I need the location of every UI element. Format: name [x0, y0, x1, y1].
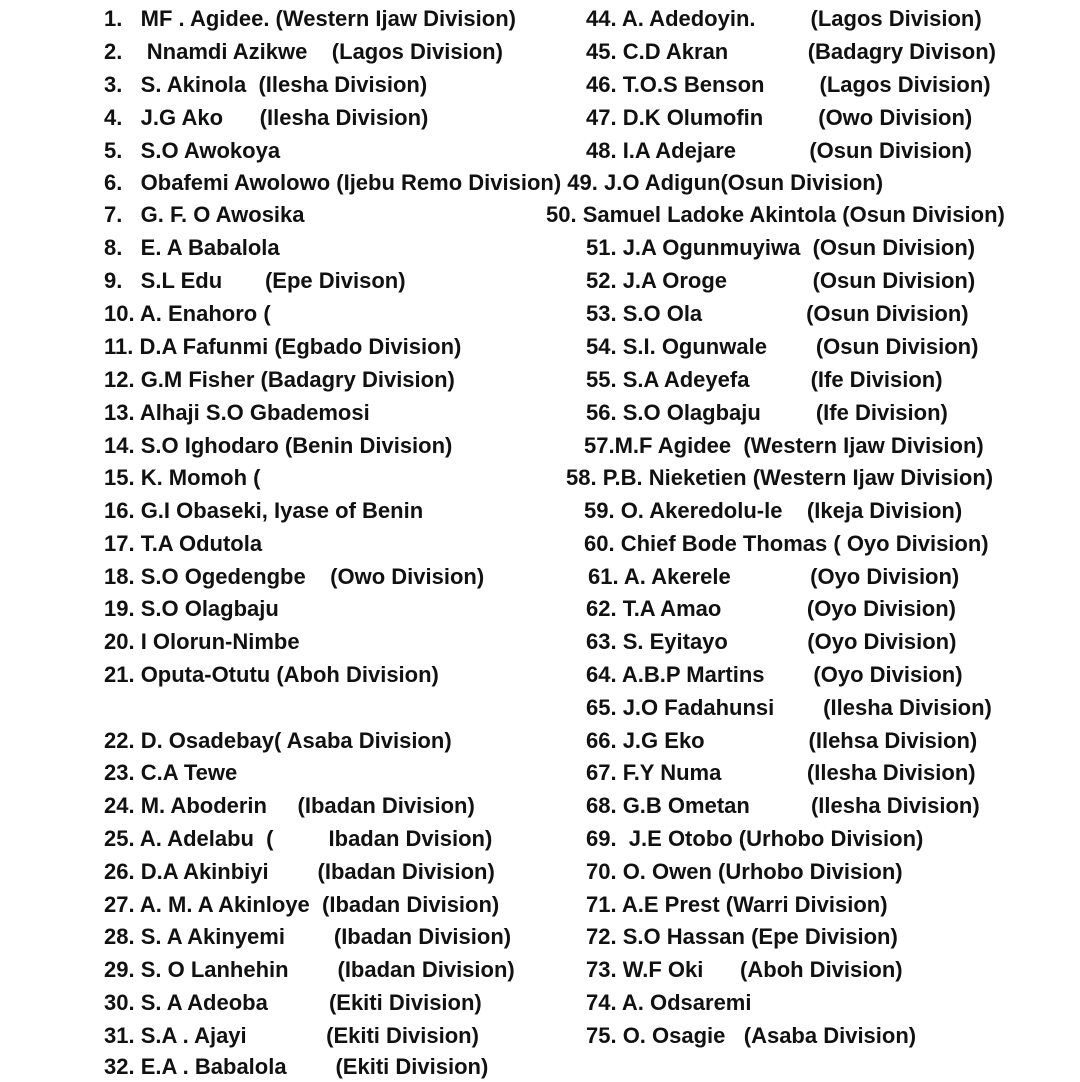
- list-item-20: 20. I Olorun-Nimbe: [104, 629, 300, 654]
- list-item-52: 52. J.A Oroge (Osun Division): [586, 268, 976, 293]
- list-item-75: 75. O. Osagie (Asaba Division): [586, 1023, 917, 1048]
- list-item-54: 54. S.I. Ogunwale (Osun Division): [586, 334, 979, 359]
- list-item-51: 51. J.A Ogunmuyiwa (Osun Division): [586, 235, 976, 260]
- list-item-3: 3. S. Akinola (Ilesha Division): [104, 72, 428, 97]
- list-item-69: 69. J.E Otobo (Urhobo Division): [586, 826, 924, 851]
- list-item-74: 74. A. Odsaremi: [586, 990, 752, 1015]
- list-item-60: 60. Chief Bode Thomas ( Oyo Division): [584, 531, 989, 556]
- list-item-71: 71. A.E Prest (Warri Division): [586, 892, 888, 917]
- list-item-70: 70. O. Owen (Urhobo Division): [586, 859, 903, 884]
- list-item-26: 26. D.A Akinbiyi (Ibadan Division): [104, 859, 495, 884]
- list-item-8: 8. E. A Babalola: [104, 235, 280, 260]
- list-item-15: 15. K. Momoh (: [104, 465, 261, 490]
- list-item-18: 18. S.O Ogedengbe (Owo Division): [104, 564, 485, 589]
- list-item-62: 62. T.A Amao (Oyo Division): [586, 596, 956, 621]
- list-item-29: 29. S. O Lanhehin (Ibadan Division): [104, 957, 515, 982]
- list-item-12: 12. G.M Fisher (Badagry Division): [104, 367, 455, 392]
- list-item-63: 63. S. Eyitayo (Oyo Division): [586, 629, 957, 654]
- list-item-11: 11. D.A Fafunmi (Egbado Division): [104, 334, 462, 359]
- list-item-17: 17. T.A Odutola: [104, 531, 263, 556]
- list-item-55: 55. S.A Adeyefa (Ife Division): [586, 367, 943, 392]
- list-item-67: 67. F.Y Numa (Ilesha Division): [586, 760, 976, 785]
- list-item-24: 24. M. Aboderin (Ibadan Division): [104, 793, 475, 818]
- list-item-23: 23. C.A Tewe: [104, 760, 238, 785]
- list-item-25: 25. A. Adelabu ( Ibadan Dvision): [104, 826, 493, 851]
- list-item-30: 30. S. A Adeoba (Ekiti Division): [104, 990, 482, 1015]
- list-item-65: 65. J.O Fadahunsi (Ilesha Division): [586, 695, 992, 720]
- list-item-1: 1. MF . Agidee. (Western Ijaw Division): [104, 6, 516, 31]
- list-item-4: 4. J.G Ako (Ilesha Division): [104, 105, 429, 130]
- list-item-16: 16. G.I Obaseki, Iyase of Benin: [104, 498, 424, 523]
- list-item-47: 47. D.K Olumofin (Owo Division): [586, 105, 973, 130]
- list-item-10: 10. A. Enahoro (: [104, 301, 271, 326]
- list-item-6-and-49: 6. Obafemi Awolowo (Ijebu Remo Division) 49. J.O Adigun(Osun Division): [104, 170, 884, 195]
- list-item-56: 56. S.O Olagbaju (Ife Division): [586, 400, 948, 425]
- list-item-32: 32. E.A . Babalola (Ekiti Division): [104, 1054, 489, 1079]
- list-item-27: 27. A. M. A Akinloye (Ibadan Division): [104, 892, 500, 917]
- list-item-50: 50. Samuel Ladoke Akintola (Osun Division): [546, 202, 1005, 227]
- list-item-57: 57.M.F Agidee (Western Ijaw Division): [584, 433, 984, 458]
- list-item-72: 72. S.O Hassan (Epe Division): [586, 924, 898, 949]
- list-item-44: 44. A. Adedoyin. (Lagos Division): [586, 6, 982, 31]
- list-item-19: 19. S.O Olagbaju: [104, 596, 279, 621]
- list-item-2: 2. Nnamdi Azikwe (Lagos Division): [104, 39, 503, 64]
- list-item-46: 46. T.O.S Benson (Lagos Division): [586, 72, 991, 97]
- list-item-64: 64. A.B.P Martins (Oyo Division): [586, 662, 963, 687]
- list-item-9: 9. S.L Edu (Epe Divison): [104, 268, 406, 293]
- list-item-28: 28. S. A Akinyemi (Ibadan Division): [104, 924, 512, 949]
- list-item-45: 45. C.D Akran (Badagry Divison): [586, 39, 996, 64]
- list-item-73: 73. W.F Oki (Aboh Division): [586, 957, 903, 982]
- list-item-68: 68. G.B Ometan (Ilesha Division): [586, 793, 980, 818]
- list-item-5: 5. S.O Awokoya: [104, 138, 281, 163]
- list-item-21: 21. Oputa-Otutu (Aboh Division): [104, 662, 439, 687]
- list-item-53: 53. S.O Ola (Osun Division): [586, 301, 969, 326]
- list-item-7: 7. G. F. O Awosika: [104, 202, 305, 227]
- list-item-66: 66. J.G Eko (Ilehsa Division): [586, 728, 978, 753]
- list-item-13: 13. Alhaji S.O Gbademosi: [104, 400, 370, 425]
- list-item-59: 59. O. Akeredolu-le (Ikeja Division): [584, 498, 963, 523]
- list-item-14: 14. S.O Ighodaro (Benin Division): [104, 433, 453, 458]
- list-item-61: 61. A. Akerele (Oyo Division): [588, 564, 960, 589]
- list-item-58: 58. P.B. Nieketien (Western Ijaw Division): [566, 465, 994, 490]
- list-item-22: 22. D. Osadebay( Asaba Division): [104, 728, 452, 753]
- list-item-48: 48. I.A Adejare (Osun Division): [586, 138, 972, 163]
- list-item-31: 31. S.A . Ajayi (Ekiti Division): [104, 1023, 479, 1048]
